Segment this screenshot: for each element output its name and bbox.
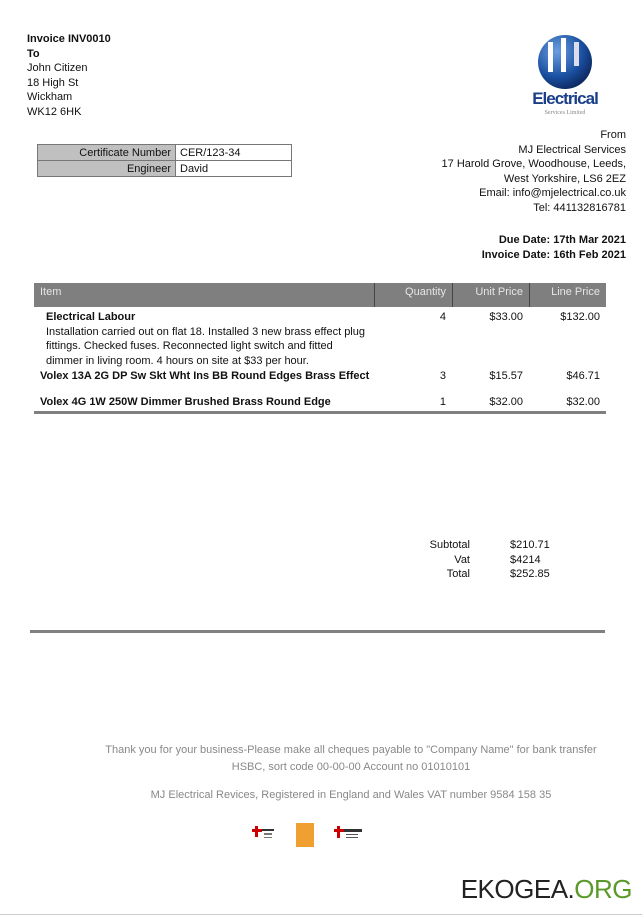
total-row [400,567,550,582]
watermark-tld: ORG [574,874,632,904]
customer-postcode: WK12 6HK [27,105,82,118]
footer-payment-text: Thank you for your business-Please make all cheques payable to "Company Name" for bank transfer [105,744,597,756]
item-name: Volex 4G 1W 250W Dimmer Brushed Brass Round Edge [40,396,331,409]
engineer-row [38,161,292,177]
from-block [442,128,626,216]
company-address-2: West Yorkshire, LS6 2EZ [503,172,626,185]
invoice-date: Invoice Date: 16th Feb 2021 [481,248,626,261]
engineer-value: David [176,161,292,177]
table-row [34,368,606,393]
item-line: $46.71 [566,370,600,383]
dates-block [482,233,626,262]
svg-text:Services Limited: Services Limited [544,110,586,116]
from-label: From [600,129,626,141]
item-line: $132.00 [560,311,600,323]
to-label: To [27,47,40,60]
vat-row [400,553,550,568]
accreditation-logo-2 [296,823,314,847]
company-address-1: 17 Harold Grove, Woodhouse, Leeds, [441,158,626,171]
table-bottom-rule [34,411,606,414]
subtotal-label: Subtotal [429,539,470,551]
item-unit: $33.00 [489,311,523,323]
accreditation-logo-1 [252,824,278,847]
item-name: Electrical Labour [46,311,136,323]
subtotal-value: $210.71 [510,539,550,551]
total-label: Total [446,568,470,580]
certificate-table [37,144,292,177]
item-qty: 1 [439,396,446,409]
divider [30,630,605,633]
footer-registration: MJ Electrical Revices, Registered in England and Wales VAT number 9584 158 35 [150,789,552,801]
item-desc: fittings. Checked fuses. Reconnected light switch and fitted [46,340,333,353]
total-value: $252.85 [510,568,550,580]
page-edge [0,914,642,915]
company-logo [528,34,602,118]
header-quantity: Quantity [374,283,452,307]
svg-text:Electrical: Electrical [532,89,598,108]
totals-block [400,538,550,582]
customer-block [27,32,111,120]
header-line-price: Line Price [529,283,606,307]
certificate-row [38,145,292,161]
company-phone: Tel: 441132816781 [533,201,626,214]
item-qty: 3 [439,370,446,383]
accreditation-logo-3 [334,824,364,847]
customer-name: John Citizen [27,62,88,75]
vat-label: Vat [454,553,470,566]
item-qty: 4 [439,311,446,323]
footer-bank-details: HSBC, sort code 00-00-00 Account no 01010101 [231,761,471,773]
vat-value: $4214 [510,553,541,566]
header-unit-price: Unit Price [452,283,529,307]
certificate-label: Certificate Number [38,145,176,161]
customer-street: 18 High St [27,76,79,89]
table-row [34,307,606,368]
subtotal-row [400,538,550,553]
company-name: MJ Electrical Services [518,143,626,156]
table-header [34,283,606,307]
item-unit: $15.57 [489,370,523,383]
table-row [34,393,606,411]
engineer-label: Engineer [38,161,176,177]
item-unit: $32.00 [489,396,523,409]
customer-town: Wickham [27,91,73,104]
invoice-title: Invoice INV0010 [27,33,111,45]
header-item: Item [40,286,62,298]
item-name: Volex 13A 2G DP Sw Skt Wht Ins BB Round Edges Brass Effect [40,370,370,383]
item-desc: dimmer in living room. 4 hours on site at $33 per hour. [46,354,309,367]
items-table [34,283,606,414]
watermark [461,874,632,905]
due-date: Due Date: 17th Mar 2021 [498,234,626,246]
item-line: $32.00 [566,396,600,409]
certificate-value: CER/123-34 [176,145,292,161]
item-desc: Installation carried out on flat 18. Installed 3 new brass effect plug [46,325,365,338]
company-email: Email: info@mjelectrical.co.uk [479,187,626,200]
watermark-text: EKOGEA. [460,874,575,904]
